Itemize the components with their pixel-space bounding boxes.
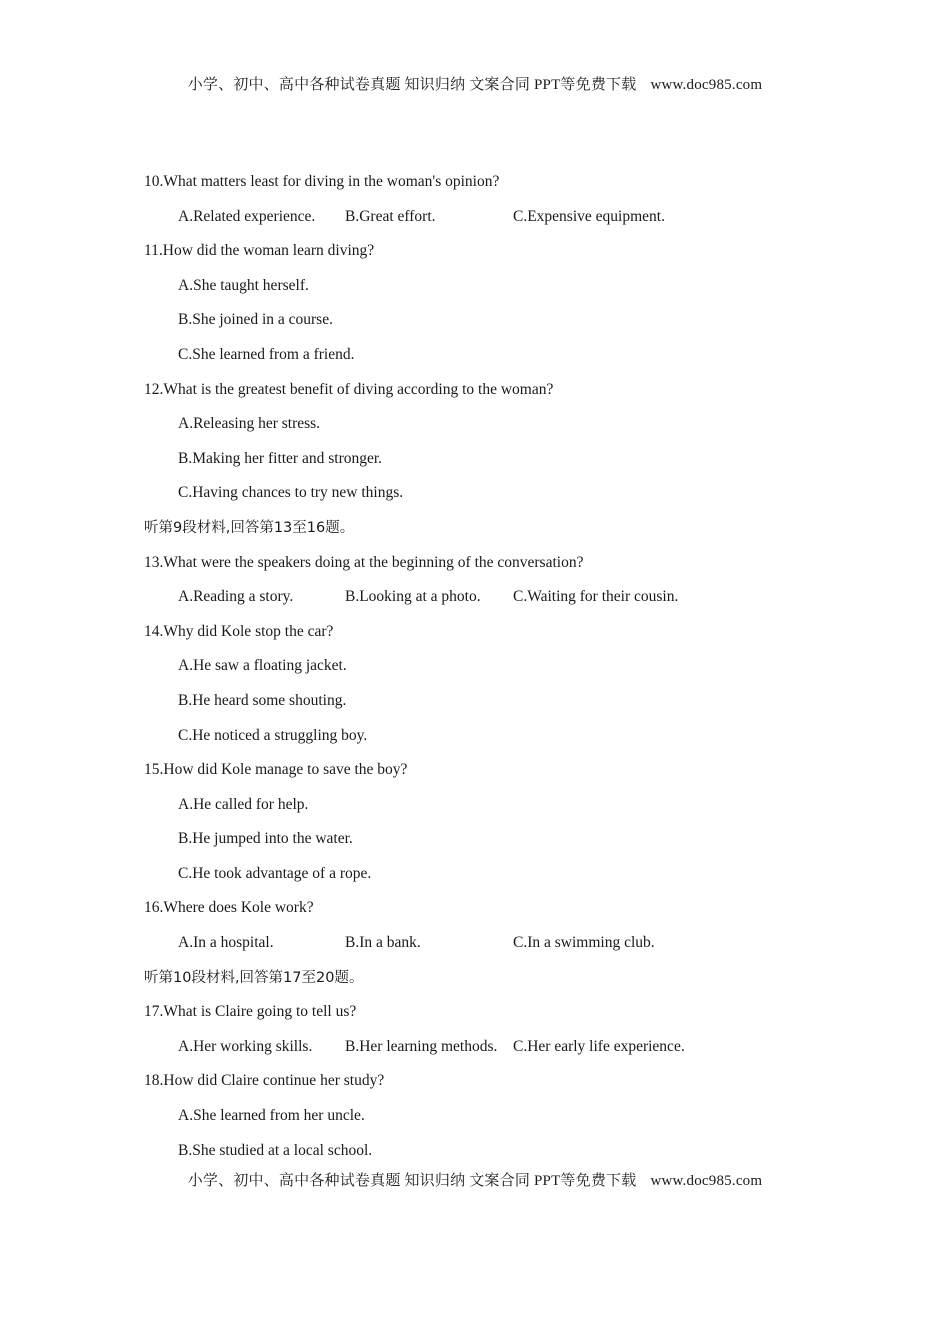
question-14-stem: 14.Why did Kole stop the car?	[144, 622, 334, 640]
question-10-options	[144, 205, 844, 240]
q17-option-a: A.Her working skills.	[178, 1037, 313, 1055]
question-16-stem: 16.Where does Kole work?	[144, 899, 314, 917]
question-list	[144, 170, 844, 1173]
q13-option-b: B.Looking at a photo.	[345, 588, 481, 606]
q15-option-b: B.He jumped into the water.	[178, 830, 353, 848]
page-header	[0, 73, 950, 94]
question-12-stem: 12.What is the greatest benefit of diving according to the woman?	[144, 380, 554, 398]
q18-option-b: B.She studied at a local school.	[178, 1141, 373, 1159]
q12-option-c: C.Having chances to try new things.	[178, 484, 404, 502]
q11-option-b: B.She joined in a course.	[178, 311, 333, 329]
question-17-options	[144, 1035, 844, 1070]
question-10-stem: 10.What matters least for diving in the woman's opinion?	[144, 173, 500, 190]
footer-text: 小学、初中、高中各种试卷真题 知识归纳 文案合同 PPT等免费下载	[187, 1173, 637, 1189]
question-15-stem: 15.How did Kole manage to save the boy?	[144, 761, 408, 779]
q16-option-b: B.In a bank.	[345, 934, 421, 952]
question-11-stem: 11.How did the woman learn diving?	[144, 242, 375, 260]
q14-option-b: B.He heard some shouting.	[178, 691, 347, 709]
q11-option-a: A.She taught herself.	[178, 276, 309, 294]
q13-option-c: C.Waiting for their cousin.	[513, 588, 679, 606]
q16-option-c: C.In a swimming club.	[513, 934, 655, 952]
q17-option-b: B.Her learning methods.	[345, 1037, 498, 1055]
question-13-stem: 13.What were the speakers doing at the beginning of the conversation?	[144, 553, 584, 571]
q10-option-c: C.Expensive equipment.	[513, 207, 665, 225]
question-17-stem: 17.What is Claire going to tell us?	[144, 1003, 357, 1021]
q17-option-c: C.Her early life experience.	[513, 1037, 685, 1055]
q16-option-a: A.In a hospital.	[178, 934, 274, 952]
header-text: 小学、初中、高中各种试卷真题 知识归纳 文案合同 PPT等免费下载	[187, 77, 637, 93]
section-10-instruction: 听第10段材料,回答第17至20题。	[144, 969, 364, 986]
q10-option-b: B.Great effort.	[345, 207, 436, 225]
q18-option-a: A.She learned from her uncle.	[178, 1107, 365, 1125]
question-13-options	[144, 585, 844, 620]
q14-option-a: A.He saw a floating jacket.	[178, 657, 347, 675]
header-site-link[interactable]: www.doc985.com	[650, 77, 763, 93]
question-16-options	[144, 931, 844, 966]
q15-option-a: A.He called for help.	[178, 795, 309, 813]
q15-option-c: C.He took advantage of a rope.	[178, 864, 372, 882]
footer-site-link[interactable]: www.doc985.com	[650, 1173, 763, 1189]
q13-option-a: A.Reading a story.	[178, 588, 294, 606]
question-18-stem: 18.How did Claire continue her study?	[144, 1072, 385, 1090]
q10-option-a: A.Related experience.	[178, 207, 316, 225]
q12-option-a: A.Releasing her stress.	[178, 415, 321, 433]
section-9-instruction: 听第9段材料,回答第13至16题。	[144, 519, 355, 536]
page-footer	[0, 1169, 950, 1190]
q12-option-b: B.Making her fitter and stronger.	[178, 449, 383, 467]
q14-option-c: C.He noticed a struggling boy.	[178, 726, 368, 744]
q11-option-c: C.She learned from a friend.	[178, 345, 355, 363]
